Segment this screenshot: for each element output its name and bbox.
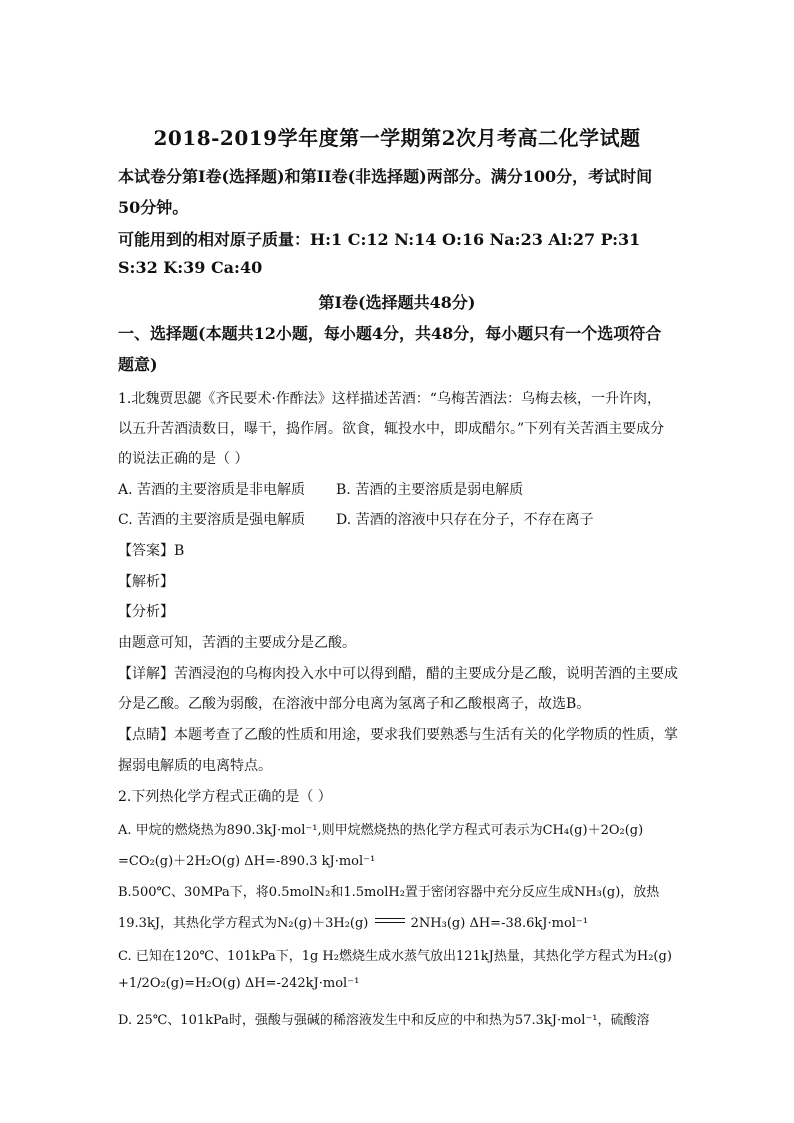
intro-line-2: 50分钟。 xyxy=(118,198,189,217)
equilibrium-arrow-icon xyxy=(373,916,407,926)
q2-option-b-equation-right: 2NH₃(g) ΔH=-38.6kJ·mol⁻¹ xyxy=(410,916,589,931)
q1-stem-line-1: 1.北魏贾思勰《齐民要术·作酢法》这样描述苦酒：“乌梅苦酒法：乌梅去核，一升许肉， xyxy=(118,391,661,407)
q1-option-d: D. 苦酒的溶液中只存在分子，不存在离子 xyxy=(336,512,594,528)
q2-stem: 2.下列热化学方程式正确的是（ ） xyxy=(118,789,332,805)
q1-detail-line-2: 分是乙酸。乙酸为弱酸，在溶液中部分电离为氢离子和乙酸根离子，故选B。 xyxy=(118,696,591,712)
q1-detail-line-1: 【详解】苦酒浸泡的乌梅肉投入水中可以得到醋，醋的主要成分是乙酸，说明苦酒的主要成 xyxy=(118,666,678,682)
q1-answer: 【答案】B xyxy=(118,543,185,559)
q2-option-c-line-1: C. 已知在120℃、101kPa下，1g H₂燃烧生成水蒸气放出121kJ热量，其热化学方程式为H₂(g) xyxy=(118,949,672,964)
q1-stem-line-3: 的说法正确的是（ ） xyxy=(118,451,249,467)
q1-stem-line-2: 以五升苦酒渍数日，曝干，捣作屑。欲食，辄投水中，即成醋尔。”下列有关苦酒主要成分 xyxy=(118,421,665,437)
q1-comment-line-2: 握弱电解质的电离特点。 xyxy=(118,758,272,774)
volume-title: 第I卷(选择题共48分) xyxy=(318,293,476,312)
intro-line-1: 本试卷分第I卷(选择题)和第II卷(非选择题)两部分。满分100分，考试时间 xyxy=(118,167,653,186)
atomic-mass-line-1: 可能用到的相对原子质量：H:1 C:12 N:14 O:16 Na:23 Al:27 P:31 xyxy=(118,230,641,249)
q1-option-c: C. 苦酒的主要溶质是强电解质 xyxy=(118,512,306,528)
page-title: 2018-2019学年度第一学期第2次月考高二化学试题 xyxy=(153,126,641,150)
q1-fenxi-heading: 【分析】 xyxy=(118,604,174,620)
q1-comment-line-1: 【点睛】本题考查了乙酸的性质和用途，要求我们要熟悉与生活有关的化学物质的性质，掌 xyxy=(118,727,678,743)
section-heading-line-1: 一、选择题(本题共12小题，每小题4分，共48分，每小题只有一个选项符合 xyxy=(118,324,662,343)
q1-option-a: A. 苦酒的主要溶质是非电解质 xyxy=(118,482,306,498)
q2-option-d-line-1: D. 25℃、101kPa时，强酸与强碱的稀溶液发生中和反应的中和热为57.3kJ·mol⁻¹，硫酸溶 xyxy=(118,1013,650,1028)
q2-option-a-line-1: A. 甲烷的燃烧热为890.3kJ·mol⁻¹,则甲烷燃烧热的热化学方程式可表示为CH₄(g)＋2O₂(g) xyxy=(118,823,644,838)
q2-option-c-line-2: +1/2O₂(g)=H₂O(g) ΔH=-242kJ·mol⁻¹ xyxy=(118,976,360,991)
q2-option-b-line-1: B.500℃、30MPa下，将0.5molN₂和1.5molH₂置于密闭容器中充分反应生成NH₃(g)，放热 xyxy=(118,885,660,900)
atomic-mass-line-2: S:32 K:39 Ca:40 xyxy=(118,258,263,277)
q2-option-a-line-2: =CO₂(g)＋2H₂O(g) ΔH=-890.3 kJ·mol⁻¹ xyxy=(118,854,376,869)
q1-fenxi-text: 由题意可知，苦酒的主要成分是乙酸。 xyxy=(118,635,356,651)
section-heading-line-2: 题意) xyxy=(118,355,158,374)
q2-option-b-equation-left: 19.3kJ，其热化学方程式为N₂(g)＋3H₂(g) xyxy=(118,916,369,931)
q1-analysis-heading: 【解析】 xyxy=(118,574,174,590)
q1-option-b: B. 苦酒的主要溶质是弱电解质 xyxy=(336,482,524,498)
q2-option-b-line-2 xyxy=(118,912,588,931)
